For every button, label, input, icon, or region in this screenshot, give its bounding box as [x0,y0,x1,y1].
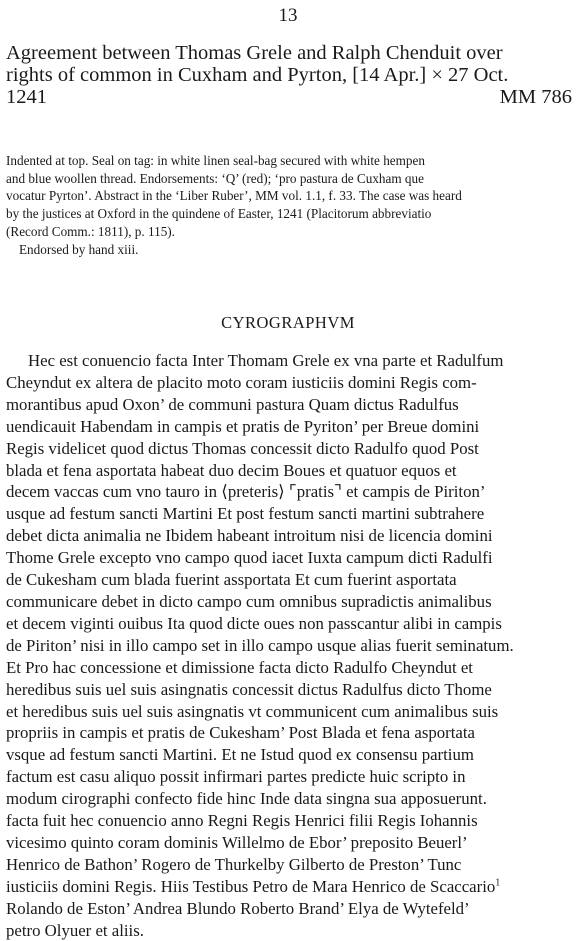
charter-line: factum est casu aliquo possit infirmari partes predicte huic scripto in [6,767,466,787]
note-line: and blue woollen thread. Endorsements: ‘Q’ (red); ‘pro pastura de Cuxham que [6,170,424,186]
endorsement-note: Endorsed by hand xiii. [19,241,139,257]
charter-line: debet dicta animalia ne Ibidem habeant introitum nisi de licencia domini [6,526,493,546]
charter-line: petro Olyuer et aliis. [6,920,144,940]
title-date-line [6,86,572,108]
charter-line: Henrico de Bathon’ Rogero de Thurkelby Gilberto de Preston’ Tunc [6,854,462,874]
charter-line: decem vaccas cum vno tauro in ⟨preteris⟩ ⌜pratis⌝ et campis de Piriton’ [6,482,486,502]
charter-line: de Cukesham cum blada fuerint assportata Et cum fuerint asportata [6,570,457,590]
document-title [6,42,572,108]
title-line: rights of common in Cuxham and Pyrton, [14 Apr.] × 27 Oct. [6,64,509,86]
charter-line: morantibus apud Oxon’ de communi pastura Quam dictus Radulfus [6,394,459,414]
charter-line [6,876,572,898]
descriptive-notes [6,152,572,258]
footnote-marker: 1 [495,877,501,889]
charter-line: vsque ad festum sancti Martini. Et ne Istud quod ex consensu partium [6,745,474,765]
charter-line: Rolando de Eston’ Andrea Blundo Roberto Brand’ Elya de Wytefeld’ [6,898,470,918]
charter-line: blada et fena asportata habeat duo decim Boues et quatuor equos et [6,460,457,480]
charter-line: facta fuit hec conuencio anno Regni Regis Henrici filii Regis Iohannis [6,811,478,831]
charter-line: vicesimo quinto coram dominis Willelmo de Ebor’ preposito Beuerl’ [6,832,468,852]
charter-text [6,350,572,941]
note-line: (Record Comm.: 1811), p. 115). [6,223,175,239]
note-line: by the justices at Oxford in the quindene of Easter, 1241 (Placitorum abbreviatio [6,206,432,222]
charter-line: Et Pro hac concessione et dimissione facta dicto Radulfo Cheyndut et [6,657,473,677]
page-number: 13 [278,5,298,26]
charter-line: Regis videlicet quod dictus Thomas concessit dicto Radulfo quod Post [6,438,479,458]
charter-line: de Piriton’ nisi in illo campo set in illo campo usque alias fuerit seminatum. [6,635,514,655]
title-year: 1241 [6,86,47,108]
charter-line: Hec est conuencio facta Inter Thomam Grele ex vna parte et Radulfum [28,351,504,370]
charter-line: propriis in campis et pratis de Cukesham’ Post Blada et fena asportata [6,723,475,743]
charter-line: modum cirographi confecto fide hinc Inde data singna sua apposuerunt. [6,789,487,809]
charter-line: uendicauit Habendam in campis et pratis de Pyriton’ per Breue domini [6,416,480,436]
note-line: Indented at top. Seal on tag: in white linen seal-bag secured with white hempen [6,153,425,168]
charter-line: heredibus suis uel suis asingnatis concessit dictus Radulfus dicto Thome [6,679,492,699]
title-line: Agreement between Thomas Grele and Ralph Chenduit over [6,42,503,64]
charter-line: Thome Grele excepto vno campo quod iacet Iuxta campum dicti Radulfi [6,548,493,568]
charter-line: et decem viginti ouibus Ita quod dicte oues non passcantur alibi in campis [6,613,502,633]
note-line: vocatur Pyrton’. Abstract in the ‘Liber Ruber’, MM vol. 1.1, f. 33. The case was heard [6,188,462,204]
charter-line-text: iusticiis domini Regis. Hiis Testibus Petro de Mara Henrico de Scaccario [6,876,496,896]
charter-line: et heredibus suis uel suis asingnatis vt communicent cum animalibus suis [6,701,499,721]
charter-line: communicare debet in dicto campo cum omnibus supradictis animalibus [6,591,492,611]
charter-line: usque ad festum sancti Martini Et post festum sancti martini subtrahere [6,504,485,524]
charter-line: Cheyndut ex altera de placito moto coram iusticiis domini Regis com- [6,372,477,392]
archive-reference: MM 786 [499,86,572,108]
section-heading: CYROGRAPHVM [221,313,355,332]
